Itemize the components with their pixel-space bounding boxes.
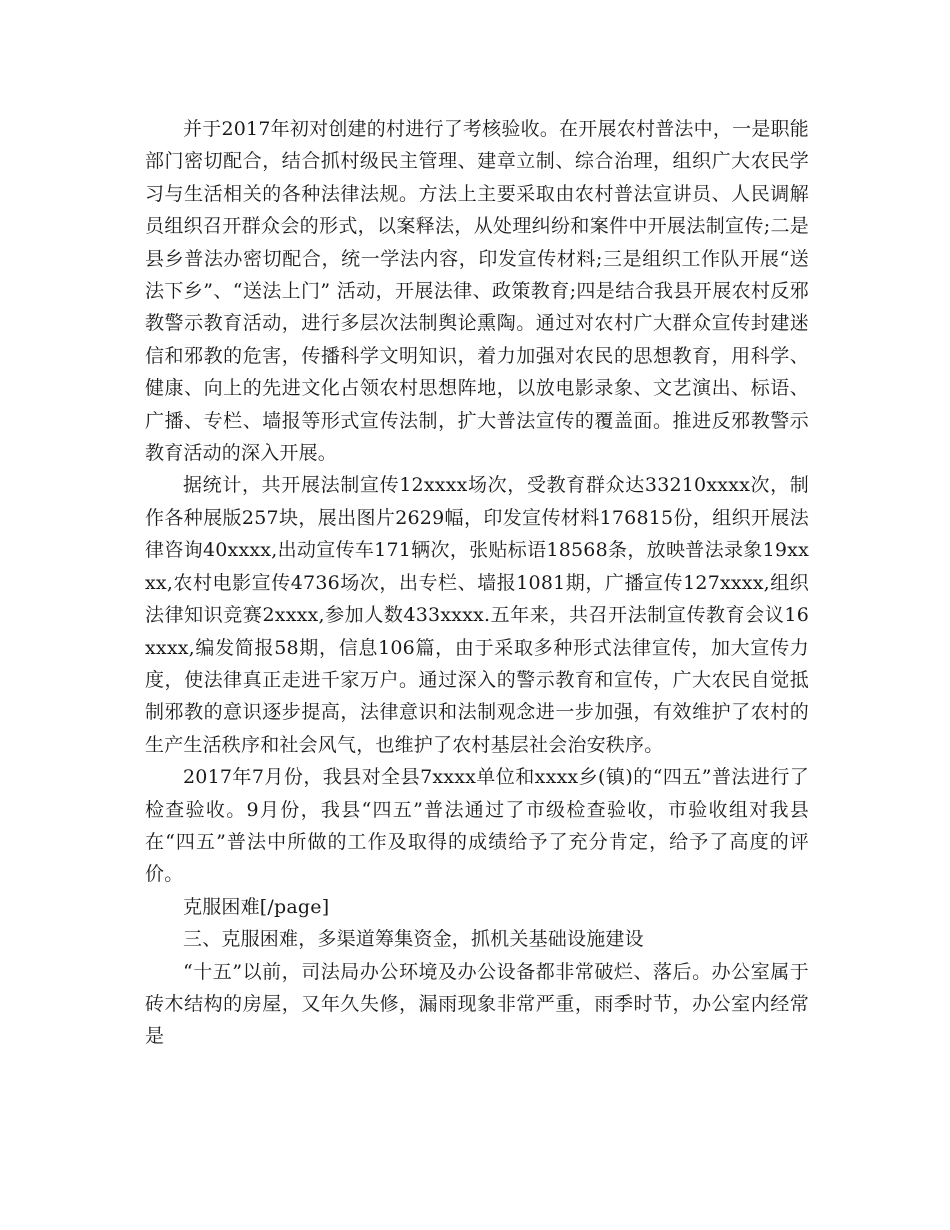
section-heading: 三、克服困难，多渠道筹集资金，抓机关基础设施建设: [183, 928, 644, 951]
paragraph-law-education-methods: 并于2017年初对创建的村进行了考核验收。在开展农村普法中，一是职能部门密切配合，结合抓村级民主管理、建章立制、综合治理，组织广大农民学习与生活相关的各种法律法规。方法上主要采取由农村普法宣讲员、人民调解员组织召开群众会的形式，以案释法，从处理纠纷和案件中开展法制宣传;二是县乡普法办密切配合，统一学法内容，印发宣传材料;三是组织工作队开展“送法下乡”、“送法上门” 活动，开展法律、政策教育;四是结合我县开展农村反邪教警示教育活动，进行多层次法制舆论熏陶。通过对农村广大群众宣传封建迷信和邪教的危害，传播科学文明知识，着力加强对农民的思想教育，用科学、健康、向上的先进文化占领农村思想阵地，以放电影录象、文艺演出、标语、广播、专栏、墙报等形式宣传法制，扩大普法宣传的覆盖面。推进反邪教警示教育活动的深入开展。: [145, 118, 809, 465]
paragraph-statistics: 据统计，共开展法制宣传12xxxx场次，受教育群众达33210xxxx次，制作各种展版257块，展出图片2629幅，印发宣传材料176815份，组织开展法律咨询40xxxx,出动宣传车171辆次，张贴标语18568条，放映普法录象19xxxx,农村电影宣传4736场次，出专栏、墙报1081期，广播宣传127xxxx,组织法律知识竞赛2xxxx,参加人数433xxxx.五年来，共召开法制宣传教育会议16xxxx,编发简报58期，信息106篇，由于采取多种形式法律宣传，加大宣传力度，使法律真正走进千家万户。通过深入的警示教育和宣传，广大农民自觉抵制邪教的意识逐步提高，法律意识和法制观念进一步加强，有效维护了农村的生产生活秩序和社会风气，也维护了农村基层社会治安秩序。: [145, 474, 809, 756]
paragraph-inspection: 2017年7月份，我县对全县7xxxx单位和xxxx乡(镇)的“四五”普法进行了检查验收。9月份，我县“四五”普法通过了市级检查验收，市验收组对我县在“四五”普法中所做的工作及取得的成绩给予了充分肯定，给予了高度的评价。: [145, 766, 809, 886]
paragraph-office-conditions: “十五”以前，司法局办公环境及办公设备都非常破烂、落后。办公室属于砖木结构的房屋，又年久失修，漏雨现象非常严重，雨季时节，办公室内经常是: [145, 960, 809, 1048]
paragraph-page-marker: 克服困难[/page]: [183, 895, 330, 918]
document-body: [145, 113, 809, 1053]
